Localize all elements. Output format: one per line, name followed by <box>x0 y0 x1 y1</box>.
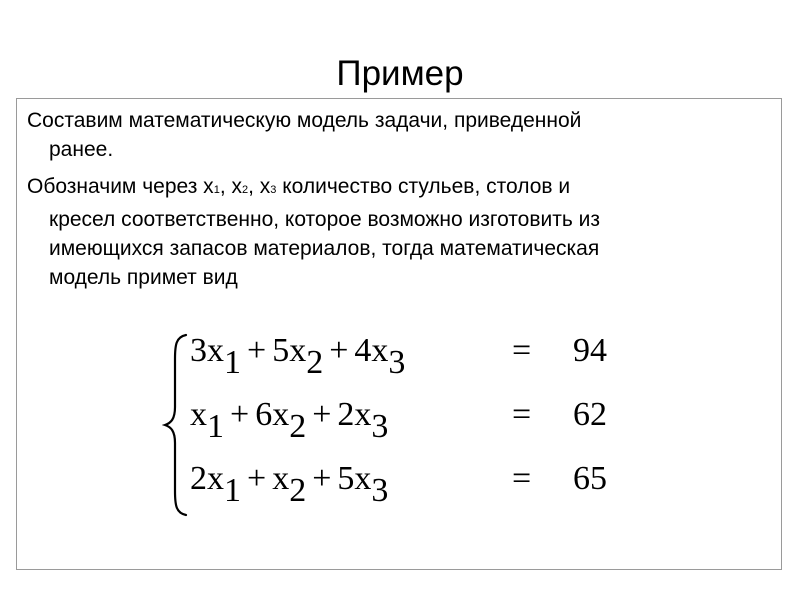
term-subscript: 2 <box>289 472 307 509</box>
equation-operator: + <box>247 460 267 497</box>
notation-line-1 <box>27 175 570 198</box>
equation-rhs: 65 <box>573 460 607 497</box>
paragraph-intro <box>27 106 767 164</box>
equation-operator: + <box>247 332 267 369</box>
slide-title: Пример <box>336 54 464 93</box>
equation-lhs <box>190 459 389 509</box>
equation-rhs: 62 <box>573 396 607 433</box>
notation-intro: Обозначим через х <box>27 175 214 198</box>
equation-term <box>255 396 306 445</box>
term-coefficient: 2 <box>337 396 355 433</box>
notation-line-2: кресел соответственно, которое возможно изготовить из <box>49 208 600 231</box>
equation-relation: = <box>512 460 532 497</box>
equation-relation: = <box>512 396 532 433</box>
term-variable: x <box>272 396 290 433</box>
term-variable: x <box>272 460 290 497</box>
term-subscript: 2 <box>289 408 307 445</box>
term-subscript: 3 <box>371 472 389 509</box>
term-variable: x <box>354 396 372 433</box>
term-subscript: 1 <box>224 344 241 381</box>
term-variable: x <box>190 396 207 433</box>
equation-term <box>337 396 388 445</box>
equation-operator: + <box>312 460 332 497</box>
paragraph-intro-line-2: ранее. <box>49 138 114 161</box>
term-variable: x <box>354 460 372 497</box>
paragraph-intro-line-1: Составим математическую модель задачи, приведенной <box>27 109 582 132</box>
paragraph-notation <box>27 172 767 292</box>
equation-operator: + <box>329 332 349 369</box>
term-subscript: 1 <box>224 472 241 509</box>
term-coefficient: 5 <box>337 460 355 497</box>
term-coefficient: 2 <box>190 460 207 497</box>
equation-rhs: 94 <box>573 332 607 369</box>
equation-relation: = <box>512 332 532 369</box>
equation-operator: + <box>312 396 332 433</box>
equation-term <box>190 332 241 381</box>
notation-sub-2: 2 <box>241 184 249 196</box>
equation-system <box>162 331 642 519</box>
equation-lhs <box>190 395 389 445</box>
term-subscript: 2 <box>306 344 324 381</box>
term-subscript: 3 <box>371 408 389 445</box>
term-variable: x <box>371 332 389 369</box>
term-variable: x <box>207 332 224 369</box>
notation-sep-2: , х <box>248 175 271 198</box>
term-coefficient: 5 <box>272 332 290 369</box>
equation-term <box>354 332 405 381</box>
term-variable: x <box>207 460 224 497</box>
term-coefficient: 6 <box>255 396 273 433</box>
equation-term <box>272 332 323 381</box>
notation-sub-3: 3 <box>270 184 277 196</box>
content-box <box>16 98 782 570</box>
notation-rest: количество стульев, столов и <box>276 175 571 198</box>
left-brace-icon <box>162 331 190 519</box>
notation-sub-1: 1 <box>213 184 220 196</box>
term-variable: x <box>289 332 307 369</box>
term-subscript: 1 <box>207 408 224 445</box>
term-subscript: 3 <box>388 344 406 381</box>
equation-term <box>272 460 306 509</box>
notation-line-4: модель примет вид <box>49 266 238 289</box>
term-coefficient: 3 <box>190 332 207 369</box>
notation-sep-1: , х <box>219 175 242 198</box>
equation-operator: + <box>230 396 250 433</box>
equation-term <box>337 460 388 509</box>
equation-lhs <box>190 331 406 381</box>
equation-term <box>190 396 224 445</box>
equation-term <box>190 460 241 509</box>
term-coefficient: 4 <box>354 332 372 369</box>
notation-line-3: имеющихся запасов материалов, тогда математическая <box>49 237 600 260</box>
